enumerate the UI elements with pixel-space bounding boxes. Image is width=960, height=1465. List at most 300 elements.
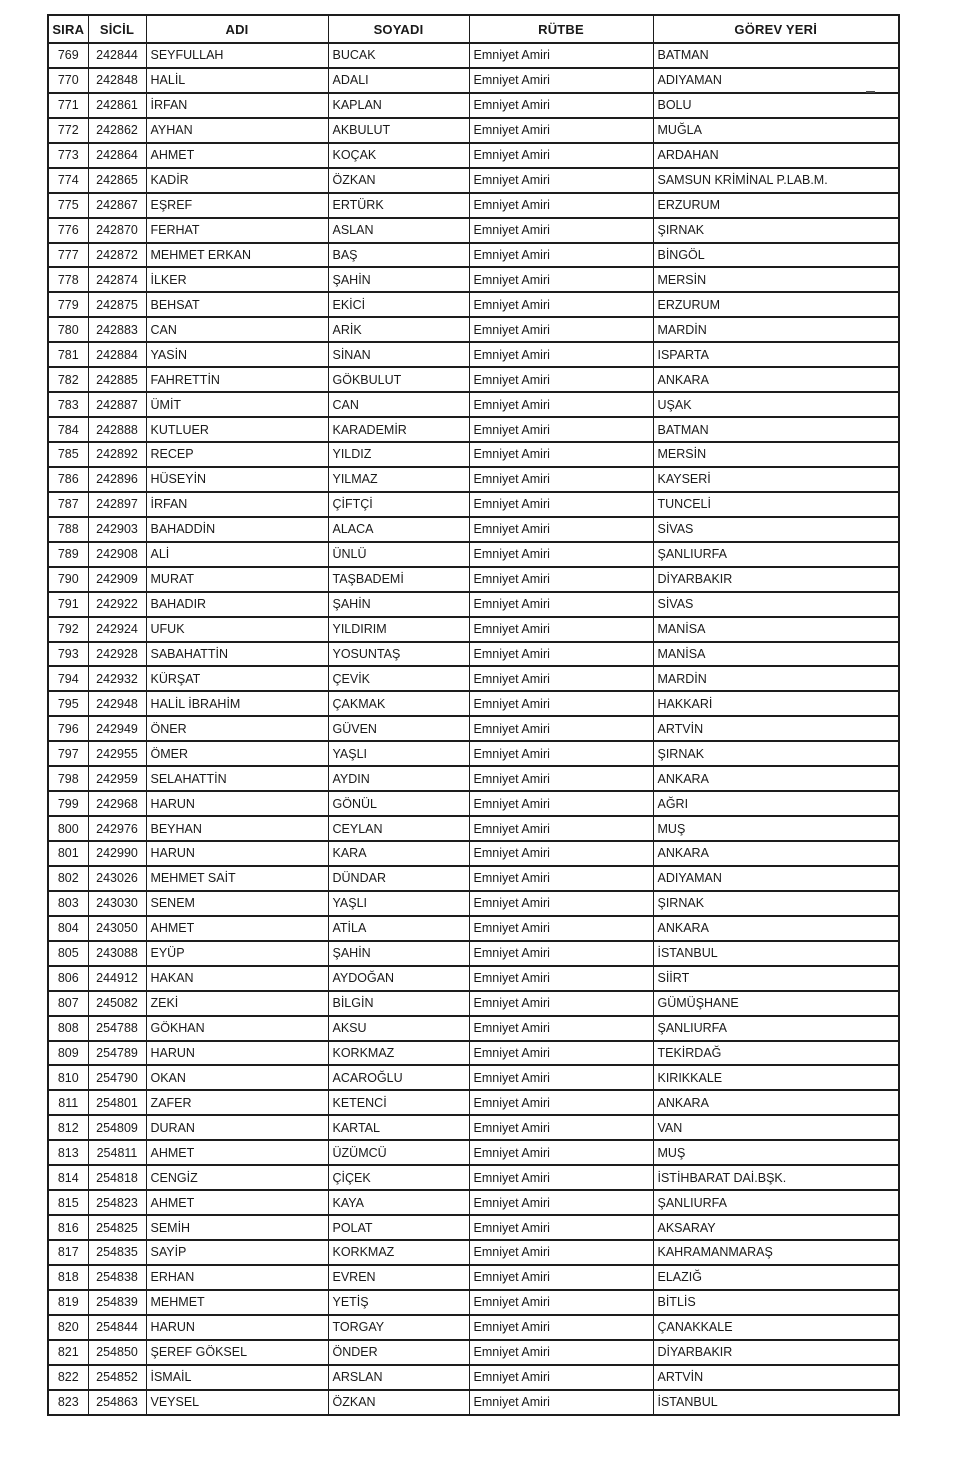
cell-adi: SENEM bbox=[146, 891, 328, 916]
cell-soyadi: DÜNDAR bbox=[328, 866, 469, 891]
table-row bbox=[48, 342, 899, 367]
cell-soyadi: KARTAL bbox=[328, 1115, 469, 1140]
cell-soyadi: AKSU bbox=[328, 1016, 469, 1041]
cell-gorev-yeri: ANKARA bbox=[653, 766, 899, 791]
cell-soyadi: YAŞLI bbox=[328, 741, 469, 766]
cell-rutbe: Emniyet Amiri bbox=[469, 442, 653, 467]
table-row bbox=[48, 691, 899, 716]
cell-adi: SELAHATTİN bbox=[146, 766, 328, 791]
cell-adi: AHMET bbox=[146, 143, 328, 168]
scan-artifact-mark bbox=[866, 91, 875, 93]
cell-soyadi: EVREN bbox=[328, 1265, 469, 1290]
cell-adi: HALİL İBRAHİM bbox=[146, 691, 328, 716]
cell-sira: 772 bbox=[48, 118, 88, 143]
cell-sira: 794 bbox=[48, 666, 88, 691]
cell-sicil: 242948 bbox=[88, 691, 146, 716]
cell-soyadi: ÖZKAN bbox=[328, 168, 469, 193]
cell-rutbe: Emniyet Amiri bbox=[469, 841, 653, 866]
cell-gorev-yeri: BOLU bbox=[653, 93, 899, 118]
personnel-table bbox=[47, 14, 900, 1416]
cell-rutbe: Emniyet Amiri bbox=[469, 1115, 653, 1140]
cell-sicil: 254839 bbox=[88, 1290, 146, 1315]
cell-gorev-yeri: MANİSA bbox=[653, 642, 899, 667]
cell-gorev-yeri: MERSİN bbox=[653, 442, 899, 467]
cell-gorev-yeri: MUĞLA bbox=[653, 118, 899, 143]
cell-rutbe: Emniyet Amiri bbox=[469, 367, 653, 392]
cell-sira: 774 bbox=[48, 168, 88, 193]
column-header-soyadi: SOYADI bbox=[328, 15, 469, 43]
cell-adi: İRFAN bbox=[146, 492, 328, 517]
table-row bbox=[48, 267, 899, 292]
cell-rutbe: Emniyet Amiri bbox=[469, 716, 653, 741]
cell-sicil: 242870 bbox=[88, 218, 146, 243]
table-row bbox=[48, 966, 899, 991]
table-row bbox=[48, 592, 899, 617]
table-row bbox=[48, 1065, 899, 1090]
cell-sicil: 242892 bbox=[88, 442, 146, 467]
cell-sicil: 254790 bbox=[88, 1065, 146, 1090]
cell-adi: BAHADIR bbox=[146, 592, 328, 617]
cell-soyadi: ERTÜRK bbox=[328, 193, 469, 218]
cell-adi: ZAFER bbox=[146, 1090, 328, 1115]
cell-sira: 795 bbox=[48, 691, 88, 716]
cell-sira: 819 bbox=[48, 1290, 88, 1315]
table-row bbox=[48, 991, 899, 1016]
cell-sicil: 242875 bbox=[88, 292, 146, 317]
cell-soyadi: ŞAHİN bbox=[328, 941, 469, 966]
cell-sicil: 254801 bbox=[88, 1090, 146, 1115]
cell-gorev-yeri: TEKİRDAĞ bbox=[653, 1041, 899, 1066]
cell-sira: 791 bbox=[48, 592, 88, 617]
cell-rutbe: Emniyet Amiri bbox=[469, 1215, 653, 1240]
cell-adi: İSMAİL bbox=[146, 1365, 328, 1390]
cell-sicil: 254811 bbox=[88, 1140, 146, 1165]
cell-sicil: 254835 bbox=[88, 1240, 146, 1265]
cell-rutbe: Emniyet Amiri bbox=[469, 567, 653, 592]
cell-gorev-yeri: ADIYAMAN bbox=[653, 68, 899, 93]
cell-sira: 797 bbox=[48, 741, 88, 766]
cell-sira: 790 bbox=[48, 567, 88, 592]
cell-adi: VEYSEL bbox=[146, 1390, 328, 1415]
cell-rutbe: Emniyet Amiri bbox=[469, 617, 653, 642]
cell-sicil: 242844 bbox=[88, 43, 146, 68]
cell-adi: FAHRETTİN bbox=[146, 367, 328, 392]
table-row bbox=[48, 766, 899, 791]
cell-soyadi: AYDOĞAN bbox=[328, 966, 469, 991]
cell-soyadi: GÖNÜL bbox=[328, 791, 469, 816]
cell-sira: 784 bbox=[48, 417, 88, 442]
cell-gorev-yeri: ÇANAKKALE bbox=[653, 1315, 899, 1340]
cell-adi: BAHADDİN bbox=[146, 517, 328, 542]
cell-sicil: 242990 bbox=[88, 841, 146, 866]
cell-sicil: 242924 bbox=[88, 617, 146, 642]
cell-soyadi: YILDIRIM bbox=[328, 617, 469, 642]
column-header-rutbe: RÜTBE bbox=[469, 15, 653, 43]
cell-soyadi: YOSUNTAŞ bbox=[328, 642, 469, 667]
table-row bbox=[48, 218, 899, 243]
cell-sira: 779 bbox=[48, 292, 88, 317]
cell-adi: YASİN bbox=[146, 342, 328, 367]
cell-adi: EŞREF bbox=[146, 193, 328, 218]
cell-adi: DURAN bbox=[146, 1115, 328, 1140]
cell-soyadi: TAŞBADEMİ bbox=[328, 567, 469, 592]
cell-sira: 812 bbox=[48, 1115, 88, 1140]
cell-rutbe: Emniyet Amiri bbox=[469, 143, 653, 168]
cell-soyadi: KETENCİ bbox=[328, 1090, 469, 1115]
cell-sicil: 243050 bbox=[88, 916, 146, 941]
table-row bbox=[48, 417, 899, 442]
cell-sira: 770 bbox=[48, 68, 88, 93]
table-row bbox=[48, 941, 899, 966]
cell-adi: ZEKİ bbox=[146, 991, 328, 1016]
cell-gorev-yeri: ERZURUM bbox=[653, 292, 899, 317]
table-body bbox=[48, 43, 899, 1415]
cell-soyadi: CEYLAN bbox=[328, 816, 469, 841]
cell-gorev-yeri: İSTANBUL bbox=[653, 941, 899, 966]
cell-sicil: 242896 bbox=[88, 467, 146, 492]
table-row bbox=[48, 791, 899, 816]
cell-gorev-yeri: MANİSA bbox=[653, 617, 899, 642]
cell-gorev-yeri: AKSARAY bbox=[653, 1215, 899, 1240]
cell-sicil: 242908 bbox=[88, 542, 146, 567]
cell-rutbe: Emniyet Amiri bbox=[469, 317, 653, 342]
cell-rutbe: Emniyet Amiri bbox=[469, 392, 653, 417]
cell-sicil: 242909 bbox=[88, 567, 146, 592]
table-header-row bbox=[48, 15, 899, 43]
cell-adi: BEYHAN bbox=[146, 816, 328, 841]
cell-rutbe: Emniyet Amiri bbox=[469, 168, 653, 193]
cell-soyadi: ÇAKMAK bbox=[328, 691, 469, 716]
cell-rutbe: Emniyet Amiri bbox=[469, 1041, 653, 1066]
cell-sira: 796 bbox=[48, 716, 88, 741]
cell-adi: UFUK bbox=[146, 617, 328, 642]
table-row bbox=[48, 866, 899, 891]
column-header-sicil: SİCİL bbox=[88, 15, 146, 43]
cell-sira: 803 bbox=[48, 891, 88, 916]
cell-gorev-yeri: SAMSUN KRİMİNAL P.LAB.M. bbox=[653, 168, 899, 193]
table-row bbox=[48, 243, 899, 268]
cell-sicil: 254789 bbox=[88, 1041, 146, 1066]
column-header-gorev-yeri: GÖREV YERİ bbox=[653, 15, 899, 43]
cell-gorev-yeri: DİYARBAKIR bbox=[653, 1340, 899, 1365]
table-row bbox=[48, 716, 899, 741]
cell-soyadi: KARA bbox=[328, 841, 469, 866]
table-row bbox=[48, 93, 899, 118]
cell-sicil: 254863 bbox=[88, 1390, 146, 1415]
cell-soyadi: AKBULUT bbox=[328, 118, 469, 143]
table-row bbox=[48, 916, 899, 941]
cell-soyadi: ATİLA bbox=[328, 916, 469, 941]
cell-gorev-yeri: ISPARTA bbox=[653, 342, 899, 367]
cell-rutbe: Emniyet Amiri bbox=[469, 766, 653, 791]
cell-gorev-yeri: ARDAHAN bbox=[653, 143, 899, 168]
cell-sira: 808 bbox=[48, 1016, 88, 1041]
cell-sira: 802 bbox=[48, 866, 88, 891]
cell-soyadi: ŞAHİN bbox=[328, 267, 469, 292]
cell-sira: 817 bbox=[48, 1240, 88, 1265]
cell-rutbe: Emniyet Amiri bbox=[469, 1140, 653, 1165]
cell-sicil: 254852 bbox=[88, 1365, 146, 1390]
cell-soyadi: KARADEMİR bbox=[328, 417, 469, 442]
table-row bbox=[48, 68, 899, 93]
cell-soyadi: ÇİÇEK bbox=[328, 1165, 469, 1190]
cell-soyadi: POLAT bbox=[328, 1215, 469, 1240]
cell-soyadi: ÖNDER bbox=[328, 1340, 469, 1365]
table-row bbox=[48, 193, 899, 218]
cell-soyadi: ARSLAN bbox=[328, 1365, 469, 1390]
cell-rutbe: Emniyet Amiri bbox=[469, 492, 653, 517]
cell-rutbe: Emniyet Amiri bbox=[469, 691, 653, 716]
cell-rutbe: Emniyet Amiri bbox=[469, 741, 653, 766]
cell-adi: ÖMER bbox=[146, 741, 328, 766]
table-row bbox=[48, 1090, 899, 1115]
table-row bbox=[48, 841, 899, 866]
cell-soyadi: KAPLAN bbox=[328, 93, 469, 118]
cell-gorev-yeri: ARTVİN bbox=[653, 1365, 899, 1390]
cell-gorev-yeri: ANKARA bbox=[653, 367, 899, 392]
cell-sira: 801 bbox=[48, 841, 88, 866]
cell-sicil: 243030 bbox=[88, 891, 146, 916]
cell-sicil: 242922 bbox=[88, 592, 146, 617]
cell-sicil: 245082 bbox=[88, 991, 146, 1016]
table-row bbox=[48, 292, 899, 317]
cell-adi: KUTLUER bbox=[146, 417, 328, 442]
cell-soyadi: YETİŞ bbox=[328, 1290, 469, 1315]
cell-sicil: 244912 bbox=[88, 966, 146, 991]
cell-gorev-yeri: HAKKARİ bbox=[653, 691, 899, 716]
cell-sira: 815 bbox=[48, 1190, 88, 1215]
table-row bbox=[48, 367, 899, 392]
table-row bbox=[48, 741, 899, 766]
table-row bbox=[48, 891, 899, 916]
table-row bbox=[48, 567, 899, 592]
cell-sicil: 254850 bbox=[88, 1340, 146, 1365]
cell-rutbe: Emniyet Amiri bbox=[469, 1290, 653, 1315]
cell-adi: SEYFULLAH bbox=[146, 43, 328, 68]
table-row bbox=[48, 617, 899, 642]
cell-sicil: 242867 bbox=[88, 193, 146, 218]
cell-sicil: 242888 bbox=[88, 417, 146, 442]
cell-gorev-yeri: KAHRAMANMARAŞ bbox=[653, 1240, 899, 1265]
cell-sicil: 242959 bbox=[88, 766, 146, 791]
cell-gorev-yeri: BİNGÖL bbox=[653, 243, 899, 268]
cell-adi: İLKER bbox=[146, 267, 328, 292]
cell-adi: HALİL bbox=[146, 68, 328, 93]
cell-rutbe: Emniyet Amiri bbox=[469, 1065, 653, 1090]
cell-sira: 806 bbox=[48, 966, 88, 991]
cell-soyadi: ARİK bbox=[328, 317, 469, 342]
cell-soyadi: YILMAZ bbox=[328, 467, 469, 492]
cell-gorev-yeri: MARDİN bbox=[653, 317, 899, 342]
cell-adi: HAKAN bbox=[146, 966, 328, 991]
cell-sicil: 243088 bbox=[88, 941, 146, 966]
cell-adi: ALİ bbox=[146, 542, 328, 567]
cell-rutbe: Emniyet Amiri bbox=[469, 1340, 653, 1365]
cell-adi: AHMET bbox=[146, 916, 328, 941]
cell-adi: MEHMET bbox=[146, 1290, 328, 1315]
cell-soyadi: TORGAY bbox=[328, 1315, 469, 1340]
table-row bbox=[48, 1215, 899, 1240]
cell-sira: 822 bbox=[48, 1365, 88, 1390]
cell-sira: 789 bbox=[48, 542, 88, 567]
cell-gorev-yeri: BİTLİS bbox=[653, 1290, 899, 1315]
cell-adi: BEHSAT bbox=[146, 292, 328, 317]
cell-soyadi: SİNAN bbox=[328, 342, 469, 367]
cell-sira: 783 bbox=[48, 392, 88, 417]
table-row bbox=[48, 666, 899, 691]
cell-adi: HARUN bbox=[146, 1041, 328, 1066]
cell-sicil: 242861 bbox=[88, 93, 146, 118]
cell-soyadi: KAYA bbox=[328, 1190, 469, 1215]
cell-sira: 818 bbox=[48, 1265, 88, 1290]
cell-sira: 805 bbox=[48, 941, 88, 966]
cell-gorev-yeri: İSTANBUL bbox=[653, 1390, 899, 1415]
cell-sicil: 243026 bbox=[88, 866, 146, 891]
cell-rutbe: Emniyet Amiri bbox=[469, 292, 653, 317]
table-row bbox=[48, 1016, 899, 1041]
cell-rutbe: Emniyet Amiri bbox=[469, 941, 653, 966]
cell-sicil: 242885 bbox=[88, 367, 146, 392]
cell-rutbe: Emniyet Amiri bbox=[469, 866, 653, 891]
cell-rutbe: Emniyet Amiri bbox=[469, 267, 653, 292]
column-header-adi: ADI bbox=[146, 15, 328, 43]
table-row bbox=[48, 118, 899, 143]
cell-rutbe: Emniyet Amiri bbox=[469, 118, 653, 143]
cell-gorev-yeri: GÜMÜŞHANE bbox=[653, 991, 899, 1016]
table-row bbox=[48, 1190, 899, 1215]
cell-rutbe: Emniyet Amiri bbox=[469, 243, 653, 268]
cell-adi: KÜRŞAT bbox=[146, 666, 328, 691]
cell-adi: KADİR bbox=[146, 168, 328, 193]
cell-sicil: 242848 bbox=[88, 68, 146, 93]
cell-sira: 810 bbox=[48, 1065, 88, 1090]
cell-rutbe: Emniyet Amiri bbox=[469, 1365, 653, 1390]
cell-adi: EYÜP bbox=[146, 941, 328, 966]
table-row bbox=[48, 517, 899, 542]
cell-sira: 793 bbox=[48, 642, 88, 667]
cell-rutbe: Emniyet Amiri bbox=[469, 666, 653, 691]
cell-sira: 823 bbox=[48, 1390, 88, 1415]
cell-soyadi: CAN bbox=[328, 392, 469, 417]
cell-soyadi: ÜZÜMCÜ bbox=[328, 1140, 469, 1165]
cell-adi: ŞEREF GÖKSEL bbox=[146, 1340, 328, 1365]
cell-sicil: 242864 bbox=[88, 143, 146, 168]
cell-adi: ÖNER bbox=[146, 716, 328, 741]
cell-adi: CAN bbox=[146, 317, 328, 342]
cell-sira: 780 bbox=[48, 317, 88, 342]
cell-soyadi: KORKMAZ bbox=[328, 1240, 469, 1265]
cell-adi: SAYİP bbox=[146, 1240, 328, 1265]
cell-adi: MEHMET ERKAN bbox=[146, 243, 328, 268]
cell-rutbe: Emniyet Amiri bbox=[469, 1265, 653, 1290]
cell-sicil: 242884 bbox=[88, 342, 146, 367]
cell-gorev-yeri: MUŞ bbox=[653, 1140, 899, 1165]
cell-rutbe: Emniyet Amiri bbox=[469, 542, 653, 567]
table-row bbox=[48, 1240, 899, 1265]
cell-gorev-yeri: ARTVİN bbox=[653, 716, 899, 741]
cell-soyadi: AYDIN bbox=[328, 766, 469, 791]
cell-gorev-yeri: SİVAS bbox=[653, 517, 899, 542]
cell-sira: 787 bbox=[48, 492, 88, 517]
table-row bbox=[48, 1340, 899, 1365]
cell-sira: 799 bbox=[48, 791, 88, 816]
cell-sicil: 242968 bbox=[88, 791, 146, 816]
cell-sicil: 242955 bbox=[88, 741, 146, 766]
table-row bbox=[48, 1315, 899, 1340]
cell-soyadi: BAŞ bbox=[328, 243, 469, 268]
cell-soyadi: YAŞLI bbox=[328, 891, 469, 916]
cell-gorev-yeri: MERSİN bbox=[653, 267, 899, 292]
cell-gorev-yeri: TUNCELİ bbox=[653, 492, 899, 517]
cell-soyadi: BİLGİN bbox=[328, 991, 469, 1016]
cell-adi: AHMET bbox=[146, 1190, 328, 1215]
cell-sicil: 242872 bbox=[88, 243, 146, 268]
cell-sicil: 254825 bbox=[88, 1215, 146, 1240]
table-row bbox=[48, 43, 899, 68]
cell-gorev-yeri: ŞANLIURFA bbox=[653, 542, 899, 567]
table-row bbox=[48, 467, 899, 492]
cell-soyadi: KOÇAK bbox=[328, 143, 469, 168]
cell-sira: 773 bbox=[48, 143, 88, 168]
table-row bbox=[48, 542, 899, 567]
cell-sira: 813 bbox=[48, 1140, 88, 1165]
table-row bbox=[48, 442, 899, 467]
table-row bbox=[48, 642, 899, 667]
cell-sicil: 242883 bbox=[88, 317, 146, 342]
cell-sicil: 242862 bbox=[88, 118, 146, 143]
table-row bbox=[48, 1165, 899, 1190]
cell-soyadi: KORKMAZ bbox=[328, 1041, 469, 1066]
cell-rutbe: Emniyet Amiri bbox=[469, 1240, 653, 1265]
cell-sira: 769 bbox=[48, 43, 88, 68]
cell-gorev-yeri: AĞRI bbox=[653, 791, 899, 816]
cell-sira: 800 bbox=[48, 816, 88, 841]
cell-rutbe: Emniyet Amiri bbox=[469, 417, 653, 442]
cell-rutbe: Emniyet Amiri bbox=[469, 342, 653, 367]
cell-soyadi: ASLAN bbox=[328, 218, 469, 243]
cell-sira: 816 bbox=[48, 1215, 88, 1240]
table-row bbox=[48, 1140, 899, 1165]
cell-gorev-yeri: VAN bbox=[653, 1115, 899, 1140]
cell-sira: 777 bbox=[48, 243, 88, 268]
table-row bbox=[48, 1365, 899, 1390]
cell-sira: 788 bbox=[48, 517, 88, 542]
cell-rutbe: Emniyet Amiri bbox=[469, 218, 653, 243]
table-row bbox=[48, 1265, 899, 1290]
cell-sicil: 254818 bbox=[88, 1165, 146, 1190]
cell-gorev-yeri: ELAZIĞ bbox=[653, 1265, 899, 1290]
cell-rutbe: Emniyet Amiri bbox=[469, 517, 653, 542]
cell-sicil: 254809 bbox=[88, 1115, 146, 1140]
cell-adi: HÜSEYİN bbox=[146, 467, 328, 492]
cell-sicil: 242949 bbox=[88, 716, 146, 741]
cell-gorev-yeri: MARDİN bbox=[653, 666, 899, 691]
cell-soyadi: YILDIZ bbox=[328, 442, 469, 467]
cell-soyadi: GÜVEN bbox=[328, 716, 469, 741]
cell-sira: 776 bbox=[48, 218, 88, 243]
table-row bbox=[48, 1390, 899, 1415]
cell-soyadi: BUCAK bbox=[328, 43, 469, 68]
cell-gorev-yeri: ŞIRNAK bbox=[653, 741, 899, 766]
cell-adi: ÜMİT bbox=[146, 392, 328, 417]
cell-adi: ERHAN bbox=[146, 1265, 328, 1290]
cell-rutbe: Emniyet Amiri bbox=[469, 467, 653, 492]
cell-sicil: 254788 bbox=[88, 1016, 146, 1041]
cell-rutbe: Emniyet Amiri bbox=[469, 193, 653, 218]
cell-rutbe: Emniyet Amiri bbox=[469, 1090, 653, 1115]
cell-sicil: 242887 bbox=[88, 392, 146, 417]
cell-rutbe: Emniyet Amiri bbox=[469, 1190, 653, 1215]
